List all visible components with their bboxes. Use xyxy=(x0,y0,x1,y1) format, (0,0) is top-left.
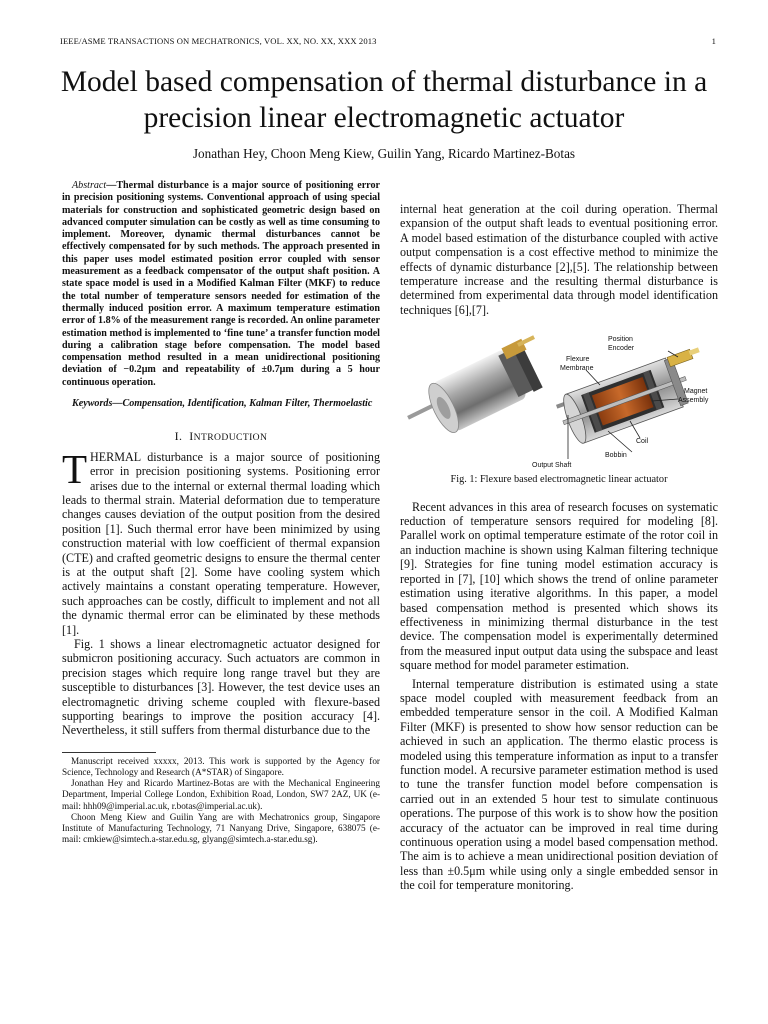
abstract-label: Abstract xyxy=(72,180,107,191)
label-output-shaft: Output Shaft xyxy=(532,462,572,470)
intro-paragraph-2: Fig. 1 shows a linear electromagnetic actuator designed for submicron positioning accuracy. Such actuators are common in precision stages which require long range travel but they are susceptible to disturbances [3]. However, the test device uses an electromagnetic driving scheme coupled with flexure-based supporting bearings to improve the position accuracy [4]. Nevertheless, it still suffers from thermal disturbance due to the xyxy=(62,637,380,738)
drop-cap: T xyxy=(62,445,88,492)
actuator-photo xyxy=(407,336,543,437)
label-position: Position xyxy=(608,336,633,344)
page-number: 1 xyxy=(711,36,716,46)
label-flexure: Flexure xyxy=(566,356,590,364)
actuator-illustration xyxy=(400,323,718,469)
abstract xyxy=(62,180,380,389)
footnote-affiliation-imperial: Jonathan Hey and Ricardo Martinez-Botas are with the Mechanical Engineering Department, Imperial College London, Exhibition Road, London, SW7 2AZ, UK (e-mail: hhh09@imperial.ac.uk, r.botas@imperial.ac.uk). xyxy=(62,778,380,811)
abstract-text: —Thermal disturbance is a major source of positioning error in precision positioning systems. Conventional approach of using special materials for construction and sophisticated geometric design based on advanced computer simulation can be costly as well as time consuming to implement. Moreover, dynamic thermal disturbances cannot be effectively compensated for by such methods. The approach presented in this paper uses model estimated position error coupled with sensor measurement as a feedback compensator of the output shaft position. A state space model is used in a Modified Kalman Filter (MKF) to reduce the total number of temperature sensors needed for estimation of the thermally induced position error. A maximum temperature estimation error of 1.8% of the measurement range is recorded. An online parameter estimation method is implemented to ‘fine tune’ a transfer function model during a calibration stage before compensation. The model based compensation method resulted in a mean unidirectional positioning deviation of −0.2μm and repeatability of ±0.7μm during a 5 hour continuous operation. xyxy=(62,180,380,388)
left-column xyxy=(62,180,380,846)
right-paragraph-1: internal heat generation at the coil during operation. Thermal expansion of the output shaft leads to eventual positioning error. A model based estimation of the disturbance coupled with active output compensation is a cost effective method to minimize the effects of dynamic disturbance [2],[5]. The relationship between temperature increase and the resulting thermal disturbance is determined from experimental data through model identification techniques [6],[7]. xyxy=(400,202,718,317)
footnote-manuscript: Manuscript received xxxxx, 2013. This work is supported by the Agency for Science, Technology and Research (A*STAR) of Singapore. xyxy=(62,755,380,778)
section-numeral: I. xyxy=(174,429,183,444)
paper-title: Model based compensation of thermal disturbance in a precision linear electromagnetic actuator xyxy=(60,66,708,134)
label-assembly: Assembly xyxy=(678,397,709,405)
author-list: Jonathan Hey, Choon Meng Kiew, Guilin Yang, Ricardo Martinez-Botas xyxy=(192,146,576,161)
intro-paragraph-1-text: HERMAL disturbance is a major source of positioning error in precision positioning systems. Positioning error arises due to the internal or external thermal loading which leads to thermal strain. Material deformation due to temperature changes causes deviation of the output position from the desired position [1]. Such thermal error have been minimized by using construction material with low coefficient of thermal expansion (CTE) and crafted geometric designs to ensure the thermal center is at the output shaft [2]. Some have cooling system which actively maintains a constant operating temperature. However, such approaches can be costly, difficult to implement and not all the dynamic thermal error can be eliminated by these methods [1]. xyxy=(62,449,380,637)
running-header xyxy=(60,36,716,46)
label-membrane: Membrane xyxy=(560,365,594,373)
intro-paragraph-1 xyxy=(62,445,380,637)
label-bobbin: Bobbin xyxy=(605,452,627,460)
keywords: Keywords—Compensation, Identification, Kalman Filter, Thermoelastic xyxy=(72,398,373,410)
section-title-initial: I xyxy=(189,429,194,444)
right-paragraph-2: Recent advances in this area of research focuses on systematic reduction of temperature sensors required for modeling [8]. Parallel work on optimal temperature estimate of the rotor coil in an induction machine is shown using Kalman filtering technique [9]. Strategies for fine tuning model estimation accuracy is reported in [7], [10] which shows the trend of online parameter estimation using iterative algorithms. In this paper, a model based compensation method is presented which shows its effectiveness in minimizing thermal disturbance in the test device. The compensation model is experimentally determined from the measured input output data using the subspace and least square method for model parameter estimation. xyxy=(400,499,718,673)
label-coil: Coil xyxy=(636,438,649,446)
journal-header: IEEE/ASME TRANSACTIONS ON MECHATRONICS, VOL. XX, NO. XX, XXX 2013 xyxy=(60,36,377,46)
label-magnet: Magnet xyxy=(684,388,708,396)
footnote-divider xyxy=(62,752,156,753)
section-heading-introduction xyxy=(62,429,380,445)
right-paragraph-3: Internal temperature distribution is estimated using a state space model coupled with measurement feedback from an embedded temperature sensor in the coil. A Modified Kalman Filter (MKF) is presented to show how sensor reduction can be achieved in such an application. The thermo elastic process is modeled using this temperature information as input to a transfer function model. A recursive parameter estimation method is used to tune the transfer function model before compensation is carried out in an extended 5 hour test to simulate continuous operations. The purpose of this work is to show how the position accuracy of the actuator can be improved in real time during continuous operation using a model based compensation method. The aim is to achieve a mean unidirectional position deviation of less than ±0.5μm while using only a single embedded sensor in the coil for temperature monitoring. xyxy=(400,676,718,893)
label-encoder: Encoder xyxy=(608,345,635,353)
footnotes xyxy=(62,756,380,846)
figure-1 xyxy=(400,323,718,469)
footnote-affiliation-simtech: Choon Meng Kiew and Guilin Yang are with Mechatronics group, Singapore Institute of Manufacturing Technology, 71 Nanyang Drive, Singapore, 638075 (e-mail: cmkiew@simtech.a-star.edu.sg, glyang@simtech.a-star.edu.sg). xyxy=(62,811,380,845)
right-column xyxy=(400,202,718,893)
section-title-rest: NTRODUCTION xyxy=(193,432,268,444)
figure-1-caption: Fig. 1: Flexure based electromagnetic linear actuator xyxy=(450,474,668,486)
